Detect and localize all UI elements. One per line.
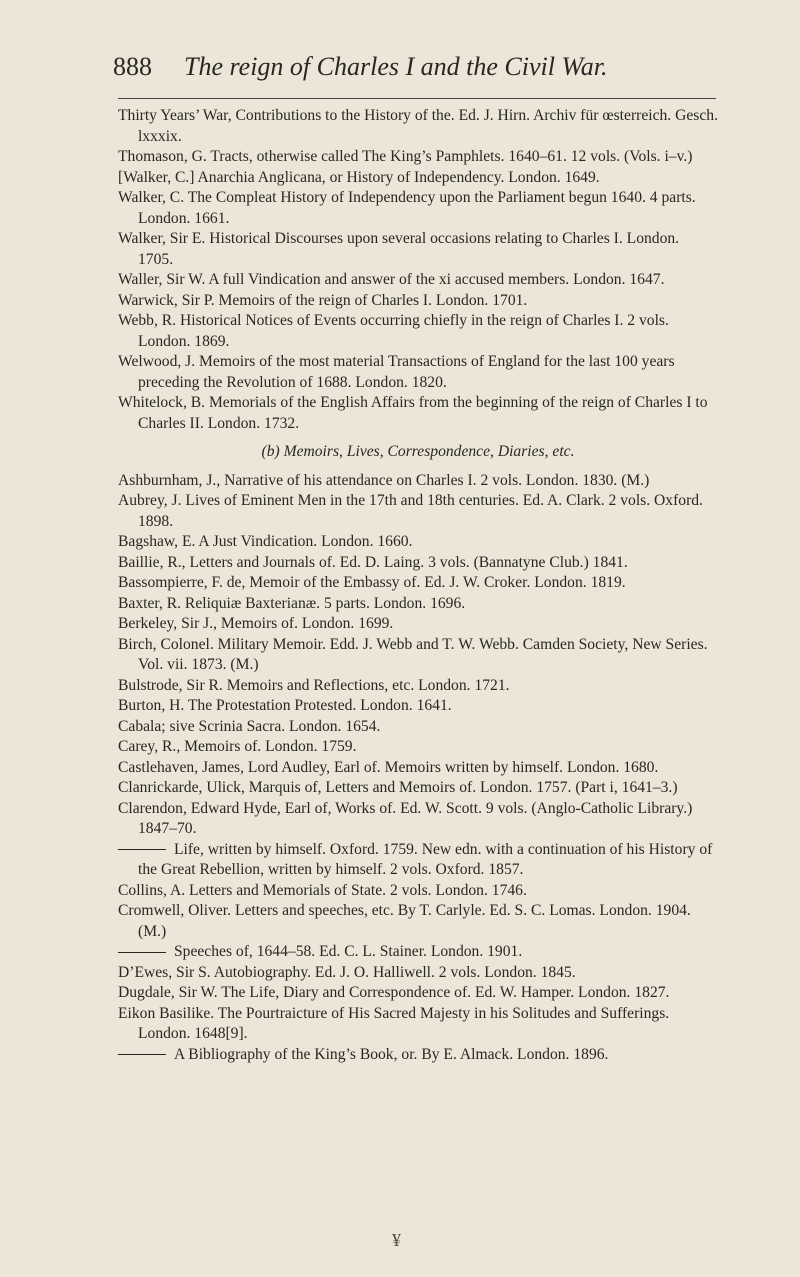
bib-entry: Aubrey, J. Lives of Eminent Men in the 17th and 18th centuries. Ed. A. Clark. 2 vols. Oxford. 1898. [118, 492, 703, 530]
clarendon-life: Life, written by himself. Oxford. 1759. New edn. with a continuation of his History of the Great Rebellion, written by himself. 2 vols. Oxford. 1857. [138, 840, 713, 878]
bib-entry-continuation [118, 942, 718, 963]
bib-entry: Carey, R., Memoirs of. London. 1759. [118, 738, 357, 755]
bib-entry: Baxter, R. Reliquiæ Baxterianæ. 5 parts. London. 1696. [118, 594, 466, 612]
bib-entry: Burton, H. The Protestation Protested. London. 1641. [118, 697, 452, 714]
eikon-bibliography: A Bibliography of the King’s Book, or. By E. Almack. London. 1896. [174, 1045, 609, 1063]
bib-entry: [Walker, C.] Anarchia Anglicana, or History of Independency. London. 1649. [118, 168, 600, 186]
bib-entry: Welwood, J. Memoirs of the most material Transactions of England for the last 100 years preceding the Revolution of 1688. London. 1820. [118, 353, 675, 391]
bib-entry: D’Ewes, Sir S. Autobiography. Ed. J. O. Halliwell. 2 vols. London. 1845. [118, 963, 576, 981]
ditto-dash [118, 1054, 166, 1055]
bib-entry: Berkeley, Sir J., Memoirs of. London. 1699. [118, 615, 394, 632]
bib-entry: Warwick, Sir P. Memoirs of the reign of Charles I. London. 1701. [118, 291, 528, 309]
bib-entry: Bulstrode, Sir R. Memoirs and Reflections, etc. London. 1721. [118, 676, 510, 694]
bib-entry: Bassompierre, F. de, Memoir of the Embassy of. Ed. J. W. Croker. London. 1819. [118, 574, 626, 591]
bib-entry: Cabala; sive Scrinia Sacra. London. 1654. [118, 717, 381, 735]
bib-entry-continuation [118, 1045, 718, 1066]
ditto-dash [118, 952, 166, 953]
ditto-dash [118, 849, 166, 850]
bib-entry-continuation [118, 840, 718, 881]
bib-entry: Waller, Sir W. A full Vindication and answer of the xi accused members. London. 1647. [118, 271, 665, 288]
bib-entry: Whitelock, B. Memorials of the English Affairs from the beginning of the reign of Charles I to Charles II. London. 1732. [118, 394, 708, 432]
bib-entry: Clanrickarde, Ulick, Marquis of, Letters and Memoirs of. London. 1757. (Part i, 1641–3.) [118, 779, 678, 796]
bib-entry: Bagshaw, E. A Just Vindication. London. 1660. [118, 533, 413, 550]
bib-entry: Thirty Years’ War, Contributions to the History of the. Ed. J. Hirn. Archiv für œsterreich. Gesch. lxxxix. [118, 107, 718, 145]
bib-entry: Walker, C. The Compleat History of Independency upon the Parliament begun 1640. 4 parts. London. 1661. [118, 189, 696, 227]
bib-entry: Collins, A. Letters and Memorials of State. 2 vols. London. 1746. [118, 881, 527, 899]
section-subheading: (b) Memoirs, Lives, Correspondence, Diaries, etc. [261, 443, 575, 460]
running-header [113, 52, 713, 82]
bib-entry: Cromwell, Oliver. Letters and speeches, etc. By T. Carlyle. Ed. S. C. Lomas. London. 1904. (M.) [118, 902, 691, 940]
bibliography-body [118, 106, 718, 1065]
bib-entry: Baillie, R., Letters and Journals of. Ed. D. Laing. 3 vols. (Bannatyne Club.) 1841. [118, 553, 628, 571]
bib-entry: Eikon Basilike. The Pourtraicture of His Sacred Majesty in his Solitudes and Sufferings. London. 1648[9]. [118, 1004, 670, 1042]
header-rule [118, 98, 716, 99]
running-title: The reign of Charles I and the Civil War. [184, 52, 608, 81]
bib-entry: Ashburnham, J., Narrative of his attendance on Charles I. 2 vols. London. 1830. (M.) [118, 471, 650, 489]
bib-entry: Castlehaven, James, Lord Audley, Earl of. Memoirs written by himself. London. 1680. [118, 758, 659, 776]
bib-entry: Birch, Colonel. Military Memoir. Edd. J. Webb and T. W. Webb. Camden Society, New Series. Vol. vii. 1873. (M.) [118, 635, 708, 673]
page-number: 888 [113, 52, 152, 81]
bib-entry: Dugdale, Sir W. The Life, Diary and Correspondence of. Ed. W. Hamper. London. 1827. [118, 984, 670, 1001]
cromwell-speeches: Speeches of, 1644–58. Ed. C. L. Stainer. London. 1901. [174, 943, 523, 960]
bib-entry: Webb, R. Historical Notices of Events occurring chiefly in the reign of Charles I. 2 vols. London. 1869. [118, 312, 669, 350]
bib-entry: Thomason, G. Tracts, otherwise called The King’s Pamphlets. 1640–61. 12 vols. (Vols. i–v.) [118, 148, 693, 165]
footer-mark: ¥ [392, 1230, 401, 1250]
bib-entry: Walker, Sir E. Historical Discourses upon several occasions relating to Charles I. London. 1705. [118, 230, 680, 268]
bib-entry: Clarendon, Edward Hyde, Earl of, Works of. Ed. W. Scott. 9 vols. (Anglo-Catholic Library.) 1847–70. [118, 799, 693, 837]
